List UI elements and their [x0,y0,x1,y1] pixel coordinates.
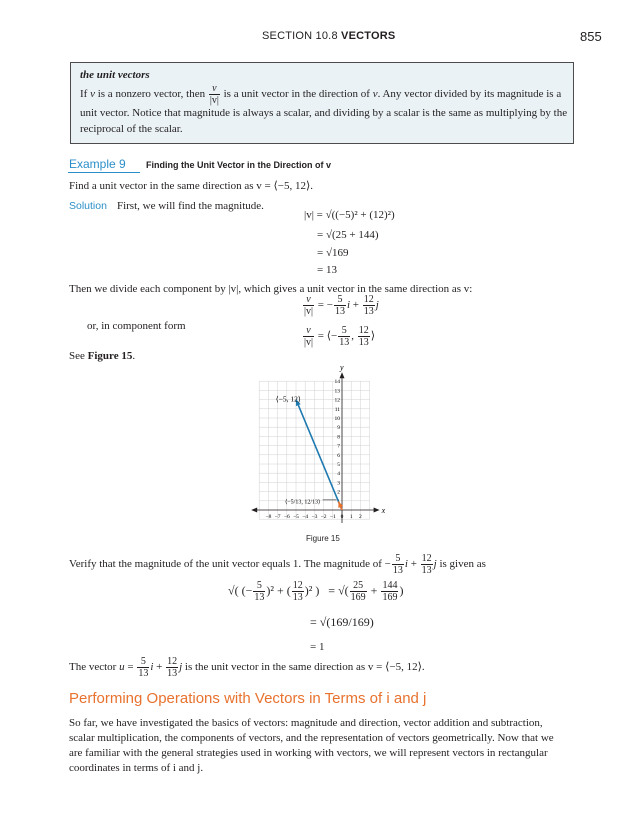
running-head [262,30,395,42]
figure-15-graph [240,363,400,523]
x-axis-arrow [374,508,380,513]
vector-label: ⟨−5, 12⟩ [275,394,301,404]
page-number: 855 [580,29,602,44]
x-tick-label: −7 [274,514,281,520]
x-tick-label: −8 [265,514,272,520]
y-tick-label: 4 [337,471,340,478]
y-tick-label: 12 [334,397,340,404]
y-tick-label: 2 [337,489,340,496]
y-tick-label: 10 [334,416,340,422]
x-axis-label: x [381,506,386,515]
x-tick-label: 1 [349,514,353,520]
magnitude-line-2: = √(25 + 144) [317,229,379,241]
section-prefix: SECTION 10.8 [262,30,338,42]
def-text: . Any vector divided by its magnitude is a [377,88,562,101]
y-tick-label: 14 [334,379,340,386]
def-var: v [90,88,95,101]
verify-result-text: √(169/169) [319,615,374,629]
example-rule [68,172,140,173]
verify-text: Verify that the magnitude of the unit vector equals 1. The magnitude of [69,558,382,571]
y-tick-label: 6 [337,452,340,459]
y-tick-label: 5 [337,462,340,468]
verify-equation: √( (− $\frac{5}{13}$ )² + ( $\frac{12}{13}$ )² ) = √( $\frac{25}{169}$ + $\frac{144}{169}$ ) [228,580,404,603]
y-tick-label: 13 [334,388,340,395]
frac-den: |v| [209,95,219,106]
example-label: Example 9 [69,157,126,171]
solution-line [69,196,264,214]
x-tick-label: −4 [302,514,309,520]
def-text: If [80,88,88,101]
x-tick-label: 2 [359,514,362,520]
component-text: or, in component form [87,320,186,332]
y-tick-label: 7 [337,443,340,450]
divide-text: Then we divide each component by |v|, which gives a unit vector in the same direction as v: [69,283,473,295]
example-prompt: Find a unit vector in the same direction as v = ⟨−5, 12⟩. [69,180,313,192]
conclusion-line: The vector u = $\frac{5}{13}$ i + $\frac{12}{13}$ j is the unit vector in the same direction as v = ⟨−5, 12⟩. [69,656,425,679]
unit-vector-components: $\frac{v}{|v|}$ = ⟨− $\frac{5}{13}$ , $\frac{12}{13}$ ⟩ [304,325,376,348]
def-var: v [372,88,378,101]
magnitude-line-3: = √169 [317,247,349,259]
unit-vector-ij: $\frac{v}{|v|}$ = − $\frac{5}{13}$ i + $\frac{12}{13}$ j [304,294,379,317]
y-tick-label: 11 [334,406,340,413]
unit-vector-label: ⟨−5/13, 12/13⟩ [284,499,321,506]
magnitude-line-4: = 13 [317,264,337,276]
figure-caption: Figure 15 [306,534,340,543]
x-tick-label: −6 [283,514,290,520]
conclusion-text: The vector [69,661,117,674]
vectors [276,394,343,510]
y-tick-label: 3 [337,480,340,487]
frac-num: v [209,83,220,95]
definition-line-1 [80,83,561,106]
unit-vector-fraction [209,83,220,106]
see-text: See [69,350,85,362]
verify-text: is given as [439,558,486,571]
section-paragraph: So far, we have investigated the basics of vectors: magnitude and direction, vector addition and subtraction, scalar multiplication, the components of vectors, and the representation of vectors geometrically. Now that we are familiar with the general strategies used in working with vectors, we will represent vectors in rectangular coordinates in terms of i and j. [69,717,554,774]
x-tick-label: −3 [311,514,318,520]
section-heading: Performing Operations with Vectors in Terms of i and j [69,690,427,707]
x-axis-arrow-left [251,508,257,513]
x-tick-label: −1 [329,514,336,520]
y-axis-label: y [340,363,344,373]
magnitude-line-1: |v| = √((−5)² + (12)²) [304,209,395,221]
solution-label: Solution [69,200,107,212]
conclusion-text: is the unit vector in the same direction as v = ⟨−5, 12⟩. [184,661,425,674]
example-title: Finding the Unit Vector in the Direction of v [146,160,332,170]
y-tick-label: 8 [337,434,340,441]
section-title: VECTORS [341,30,396,42]
verify-result-2: = 1 [310,641,325,653]
y-axis-arrow [340,372,345,378]
verify-result-1: = √(169/169) [310,615,374,629]
figure-ref[interactable]: Figure 15 [87,350,133,362]
def-text: is a nonzero vector, then [97,88,206,101]
x-tick-label: −5 [293,514,299,520]
x-tick-label: 0 [340,514,344,520]
x-tick-label: −2 [320,514,327,520]
definition-line-2: unit vector. Notice that magnitude is always a scalar, and dividing by a scalar is the same as multiplying by the [80,107,568,119]
y-tick-label: 9 [337,425,340,432]
verify-line: Verify that the magnitude of the unit vector equals 1. The magnitude of − $\frac{5}{13}$ i + $\frac{12}{13}$ j is given as [69,553,486,576]
def-text: is a unit vector in the direction of [223,88,370,101]
definition-line-3: reciprocal of the scalar. [80,123,183,135]
see-text: . [132,350,136,362]
definition-box [70,62,574,144]
see-figure [69,348,135,364]
solution-text: First, we will find the magnitude. [116,200,264,212]
definition-title: the unit vectors [80,69,150,81]
